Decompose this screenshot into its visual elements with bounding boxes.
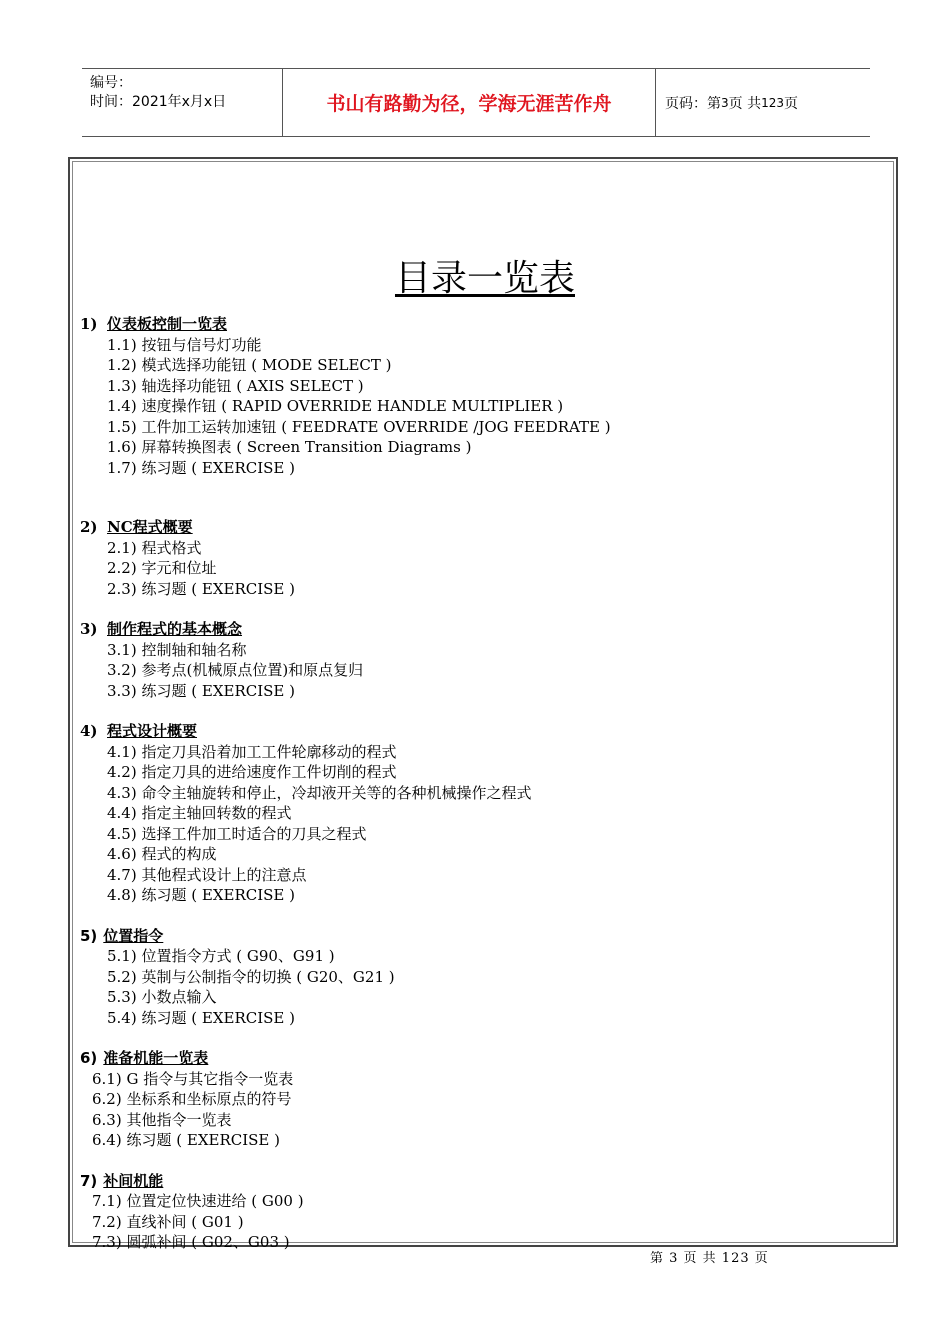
toc-item[interactable]: 7.1) 位置定位快速进给 ( G00 ) bbox=[92, 1192, 304, 1210]
toc-item[interactable]: 2.2) 字元和位址 bbox=[107, 559, 217, 577]
toc-item[interactable]: 1.3) 轴选择功能钮 ( AXIS SELECT ) bbox=[107, 376, 364, 395]
toc-item[interactable]: 6.1) G 指令与其它指令一览表 bbox=[92, 1069, 294, 1088]
page-prefix: 页码：第 bbox=[665, 95, 721, 112]
section-title: 补间机能 bbox=[103, 1171, 164, 1190]
toc-item[interactable]: 4.7) 其他程式设计上的注意点 bbox=[107, 865, 307, 884]
toc-section-5[interactable] bbox=[80, 926, 611, 947]
number-label: 编号： bbox=[90, 75, 132, 91]
toc-item[interactable]: 5.2) 英制与公制指令的切换 ( G20、G21 ) bbox=[107, 967, 395, 986]
spacer bbox=[80, 906, 611, 926]
header-motto: 书山有路勤为径，学海无涯苦作舟 bbox=[283, 69, 656, 136]
page-mid: 页 共 bbox=[728, 95, 762, 112]
toc-item[interactable]: 7.2) 直线补间 ( G01 ) bbox=[92, 1212, 244, 1231]
page-header bbox=[82, 68, 870, 137]
toc-item[interactable]: 1.6) 屏幕转换图表 ( Screen Transition Diagrams ) bbox=[107, 438, 472, 456]
toc-item[interactable]: 4.6) 程式的构成 bbox=[107, 845, 217, 863]
page-total: 123 bbox=[761, 95, 784, 110]
spacer bbox=[80, 1151, 611, 1171]
spacer bbox=[80, 701, 611, 721]
toc-item[interactable]: 5.3) 小数点输入 bbox=[107, 988, 217, 1006]
spacer bbox=[80, 599, 611, 619]
date-label: 时间：2021年x月x日 bbox=[90, 94, 227, 110]
toc-item[interactable]: 4.4) 指定主轴回转数的程式 bbox=[107, 804, 292, 822]
section-number: 7) bbox=[80, 1171, 98, 1190]
toc-section-2[interactable] bbox=[80, 517, 611, 538]
toc-item[interactable]: 4.5) 选择工件加工时适合的刀具之程式 bbox=[107, 824, 367, 843]
section-title: 仪表板控制一览表 bbox=[107, 315, 228, 333]
toc-item[interactable]: 2.1) 程式格式 bbox=[107, 538, 202, 557]
section-number: 5) bbox=[80, 926, 98, 945]
table-of-contents bbox=[80, 314, 611, 1253]
page-footer: 第 3 页 共 123 页 bbox=[650, 1251, 769, 1266]
spacer bbox=[80, 478, 611, 517]
toc-item[interactable]: 7.3) 圆弧补间 ( G02、G03 ) bbox=[92, 1233, 290, 1251]
toc-section-7[interactable] bbox=[80, 1171, 611, 1192]
toc-section-3[interactable] bbox=[80, 619, 611, 640]
toc-item[interactable]: 1.2) 模式选择功能钮 ( MODE SELECT ) bbox=[107, 356, 392, 374]
toc-item[interactable]: 5.1) 位置指令方式 ( G90、G91 ) bbox=[107, 947, 335, 965]
section-title: 制作程式的基本概念 bbox=[107, 620, 243, 638]
toc-item[interactable]: 4.8) 练习题 ( EXERCISE ) bbox=[107, 886, 295, 904]
section-title: NC程式概要 bbox=[107, 518, 193, 536]
header-meta bbox=[82, 69, 283, 136]
section-number: 4) bbox=[80, 722, 98, 740]
section-title: 程式设计概要 bbox=[107, 722, 198, 740]
toc-item[interactable]: 4.3) 命令主轴旋转和停止，冷却液开关等的各种机械操作之程式 bbox=[107, 783, 532, 802]
spacer bbox=[80, 1028, 611, 1048]
section-number: 3) bbox=[80, 620, 98, 638]
toc-item[interactable]: 3.3) 练习题 ( EXERCISE ) bbox=[107, 681, 295, 700]
section-number: 2) bbox=[80, 518, 98, 536]
toc-item[interactable]: 6.2) 坐标系和坐标原点的符号 bbox=[92, 1090, 292, 1108]
section-title: 准备机能一览表 bbox=[103, 1049, 209, 1067]
toc-item[interactable]: 3.2) 参考点(机械原点位置)和原点复归 bbox=[107, 661, 364, 679]
toc-item[interactable]: 4.2) 指定刀具的进给速度作工件切削的程式 bbox=[107, 763, 397, 781]
page-current: 3 bbox=[721, 95, 729, 110]
toc-section-6[interactable] bbox=[80, 1048, 611, 1069]
toc-section-1[interactable] bbox=[80, 314, 611, 335]
toc-item[interactable]: 1.7) 练习题 ( EXERCISE ) bbox=[107, 458, 295, 477]
toc-item[interactable]: 1.4) 速度操作钮 ( RAPID OVERRIDE HANDLE MULTIPLIER ) bbox=[107, 397, 564, 415]
toc-item[interactable]: 6.4) 练习题 ( EXERCISE ) bbox=[92, 1131, 280, 1149]
section-number: 6) bbox=[80, 1049, 98, 1067]
toc-item[interactable]: 1.1) 按钮与信号灯功能 bbox=[107, 335, 262, 354]
toc-item[interactable]: 3.1) 控制轴和轴名称 bbox=[107, 640, 247, 659]
page-suffix: 页 bbox=[784, 95, 798, 112]
header-page-info bbox=[656, 69, 870, 136]
toc-item[interactable]: 6.3) 其他指令一览表 bbox=[92, 1110, 232, 1129]
toc-item[interactable]: 4.1) 指定刀具沿着加工工件轮廓移动的程式 bbox=[107, 742, 397, 761]
section-title: 位置指令 bbox=[103, 926, 164, 945]
section-number: 1) bbox=[80, 315, 98, 333]
toc-item[interactable]: 1.5) 工件加工运转加速钮 ( FEEDRATE OVERRIDE /JOG FEEDRATE ) bbox=[107, 417, 611, 436]
toc-item[interactable]: 2.3) 练习题 ( EXERCISE ) bbox=[107, 579, 295, 598]
toc-item[interactable]: 5.4) 练习题 ( EXERCISE ) bbox=[107, 1008, 295, 1027]
toc-section-4[interactable] bbox=[80, 721, 611, 742]
page-title: 目录一览表 bbox=[394, 258, 575, 299]
